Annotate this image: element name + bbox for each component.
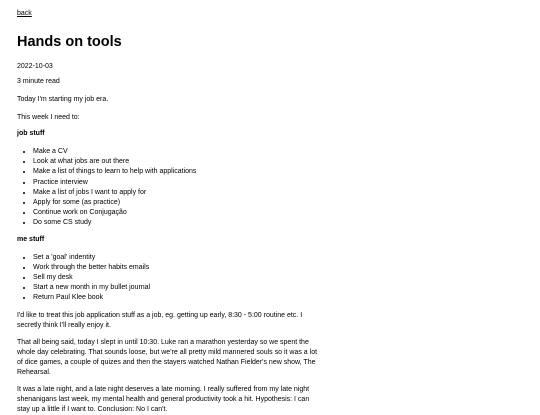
list-item: • Continue work on Conjugação [33,208,523,218]
list-item: • Practice interview [33,178,523,188]
list-item: • Look at what jobs are out there [33,157,523,167]
list-item: • Do some CS study [33,218,523,228]
list-item: • Start a new month in my bullet journal [33,283,523,293]
list-item: • Make a CV [33,147,523,157]
list-item: • Apply for some (as practice) [33,198,523,208]
list-item: • Make a list of jobs I want to apply for [33,188,523,198]
body-paragraph: It was a late night, and a late night deserves a late morning. I really suffered from my late night shenanigans last week, my mental health and general productivity took a hit. Hypothesis: I can stay up a little if I want to. Conclusion: No I can't. [17,385,310,413]
list-item: • Work through the better habits emails [33,263,523,273]
job-stuff-list [17,147,523,229]
read-time: 3 minute read [17,78,60,85]
list-item: • Sell my desk [33,273,523,283]
list-item: • Return Paul Klee book [33,293,523,303]
me-stuff-list [17,253,523,304]
body-paragraph: That all being said, today I slept in until 10:30. Luke ran a marathon yesterday so we spent the whole day celebrating. That sounds loose, but we're all pretty mild mannered souls so it was a lot of dice games, a couple of quizes and then the stayers watched Nathan Fielder's new show, The Rehearsal. [17,338,318,376]
lead-text: This week I need to: [17,114,80,121]
list-item: • Make a list of things to learn to help with applications [33,167,523,177]
section-heading-job-stuff: job stuff [17,130,45,137]
intro-text: Today I'm starting my job era. [17,96,109,103]
list-item: • Set a 'goal' indentity [33,253,523,263]
post-date: 2022-10-03 [17,63,53,70]
body-paragraph: I'd like to treat this job application stuff as a job, eg. getting up early, 8:30 - 5:00 routine etc. I secretly think I'll really enjoy it. [17,311,303,329]
section-heading-me-stuff: me stuff [17,235,45,243]
post-title: Hands on tools [17,34,122,50]
back-link[interactable]: back [17,10,32,17]
